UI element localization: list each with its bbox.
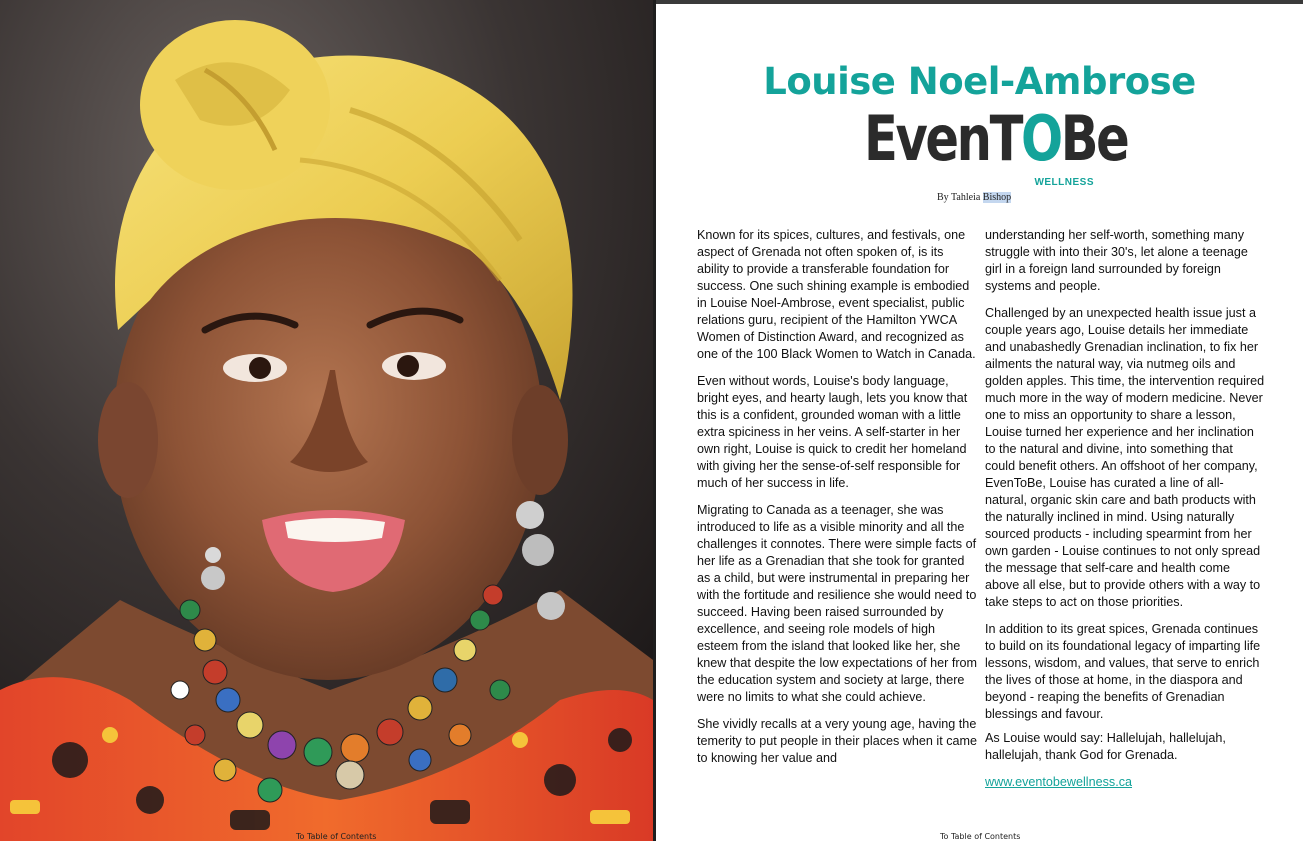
paragraph: Known for its spices, cultures, and festivals, one aspect of Grenada not often spoken of, is its ability to provide a transferable foundation for success. One such shining example is embodied in Louise Noel-Ambrose, event specialist, public relations guru, recipient of the Hamilton YWCA Women of Distinction Award, and recognized as one of the 100 Black Women to Watch in Canada. [697,228,976,361]
logo-subtext: WELLNESS [1034,177,1094,188]
paragraph: understanding her self-worth, something many struggle with into their 30's, let alone a teenage girl in a foreign land surrounded by foreign systems and people. [985,228,1248,293]
article-title: Louise Noel-Ambrose [763,60,1196,103]
byline-highlight: Bishop [982,192,1012,203]
paragraph: In addition to its great spices, Grenada continues to build on its foundational legacy of imparting life lessons, wisdom, and values, that serve to enrich the lives of those at home, in the diaspora and beyond - reaping the benefits of Grenadian blessings and favour. [985,622,1261,721]
paragraph: Challenged by an unexpected health issue just a couple years ago, Louise details her immediate and unabashedly Grenadian inclination, to fix her ailments the natural way, via nutmeg oils and golden apples. This time, the intervention required much more in the way of modern medicine. Never one to miss an opportunity to share a lesson, Louise turned her experience and her inclination to the natural and divine, into something that could benefit others. An offshoot of her company, EvenToBe, Louise has curated a line of all-natural, organic skin care and bath products with the naturally inclined in mind. Using naturally sourced products - including spearmint from her own garden - Louise continues to not only spread the message that self-care and health come above all else, but to provide others with a way to take steps to act on those priorities. [985,306,1265,609]
paragraph: She vividly recalls at a very young age, having the temerity to put people in their places when it came to knowing her value and [697,717,978,765]
logo-wordmark: EvenTOBe [864,102,1128,175]
website-link[interactable]: www.eventobewellness.ca [985,775,1133,789]
article-page [656,0,1303,841]
article-column-left [697,227,977,777]
byline [937,192,1011,203]
paragraph: Even without words, Louise's body language, bright eyes, and hearty laugh, lets you know that this is a confident, grounded woman with a little extra spiciness in her veins. A self-starter in her own right, Louise is quick to credit her homeland with giving her the sense-of-self responsible for much of her success in life. [697,374,968,490]
page-top-edge [656,0,1303,4]
eventobe-logo [862,102,1128,192]
table-of-contents-link-left[interactable]: To Table of Contents [296,832,377,841]
article-column-right [985,227,1265,801]
byline-prefix: By Tahleia [937,192,983,203]
table-of-contents-link-right[interactable]: To Table of Contents [940,832,1021,841]
paragraph: As Louise would say: Hallelujah, hallelujah, hallelujah, thank God for Grenada. [985,731,1226,762]
paragraph: Migrating to Canada as a teenager, she was introduced to life as a visible minority and all the challenges it connotes. There were simple facts of her life as a Grenadian that she took for granted as a child, but were instrumental in preparing her with the fortitude and resilience she would need to succeed. Having been raised surrounded by excellence, and seeing role models of high esteem from the island that looked like her, she knew that despite the low expectations of her from the education system and society at large, there were no limits to what she could achieve. [697,503,978,704]
